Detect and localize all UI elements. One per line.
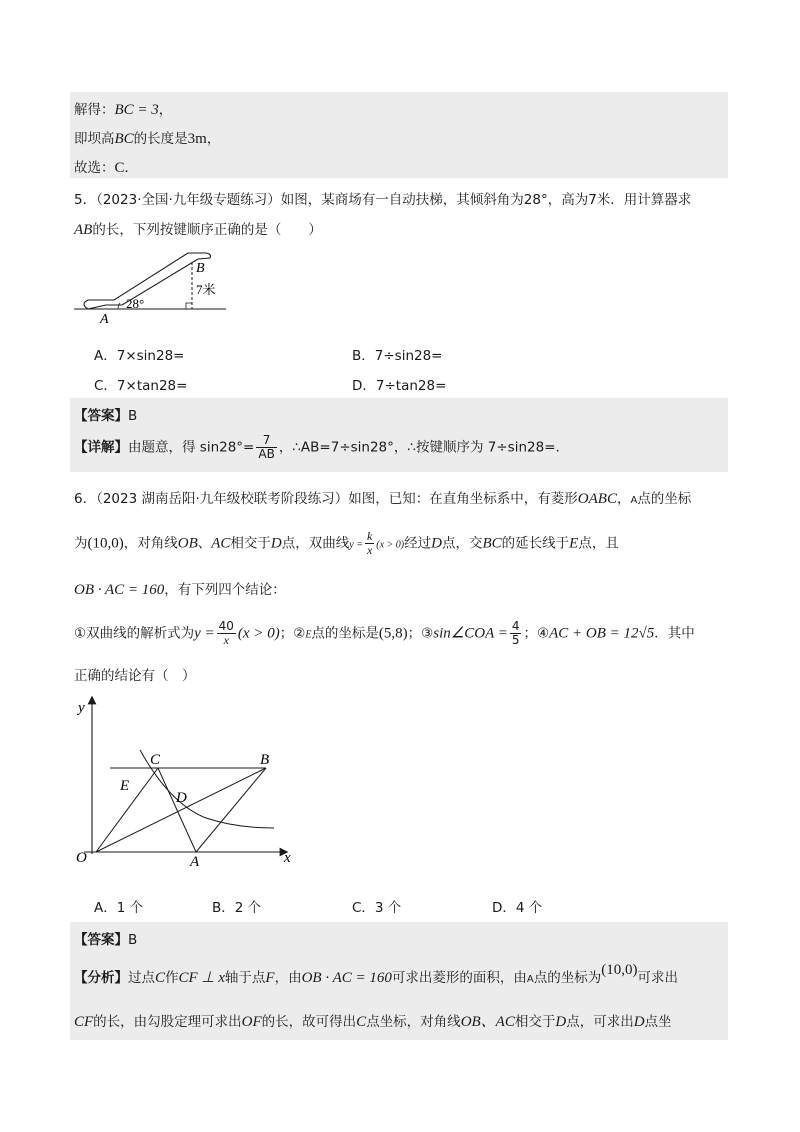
escalator-height-label: 7米: [196, 282, 216, 297]
point-o-label: O: [76, 850, 87, 866]
point-e-label: E: [120, 778, 130, 794]
rhombus-figure: [70, 694, 310, 870]
point-d-label: D: [176, 790, 187, 806]
q6-stem-line-1: 6．（2023 湖南岳阳·九年级校联考阶段练习）如图，已知：在直角坐标系中，有菱形OABC，A点的坐标: [74, 491, 692, 507]
q6-c3-fraction: $\frac{4}{5}$: [511, 619, 520, 647]
q5-detail-fraction: $\frac{7}{AB}$: [258, 433, 275, 461]
point-a-label: A: [190, 854, 200, 870]
escalator-point-a: A: [100, 312, 109, 326]
solution-line-1: 解得：BC = 3，: [74, 102, 173, 118]
q5-option-c[interactable]: C．7×tan28=: [94, 378, 188, 394]
q5-detail: 【详解】由题意，得 sin28°= $\frac{7}{AB}$ ，∴AB=7÷sin28°，∴按键顺序为 7÷sin28=.: [74, 433, 560, 461]
q6-hyperbola-fraction: $\frac{k}{x}$: [366, 529, 373, 557]
q6-stem-line-5: 正确的结论有（ ）: [74, 668, 196, 684]
axis-x-label: x: [284, 850, 291, 866]
escalator-figure: [70, 248, 240, 326]
q6-conclusions: ①双曲线的解析式为y = $\frac{40}{x}$ (x > 0)；②E点的坐标是(5,8)；③sin∠COA = $\frac{4}{5}$ ；④AC + OB = 12√5．其中: [74, 619, 695, 647]
q5-option-a[interactable]: A．7×sin28=: [94, 348, 185, 364]
solution-line-3: 故选：C．: [74, 160, 139, 176]
point-b-label: B: [260, 752, 270, 768]
q5-stem-line-2: AB的长，下列按键顺序正确的是（ ）: [74, 222, 322, 238]
q5-answer: 【答案】B: [74, 408, 138, 424]
q6-c1-fraction: $\frac{40}{x}$: [218, 619, 234, 647]
q6-option-a[interactable]: A．1 个: [94, 900, 144, 916]
q6-option-c[interactable]: C．3 个: [352, 900, 402, 916]
solution-line-2: 即坝高BC的长度是3m，: [74, 131, 221, 147]
axis-y-label: y: [78, 700, 85, 716]
q6-analysis-line-1: 【分析】过点C作CF ⊥ x轴于点F，由OB · AC = 160可求出菱形的面积，由A点的坐标为(10,0)可求出: [74, 962, 678, 986]
q5-stem-line-1: 5．（2023·全国·九年级专题练习）如图，某商场有一自动扶梯，其倾斜角为28°，高为7米．用计算器求: [74, 192, 692, 208]
q5-option-b[interactable]: B．7÷sin28=: [352, 348, 443, 364]
q6-option-d[interactable]: D．4 个: [492, 900, 543, 916]
q6-answer: 【答案】B: [74, 932, 138, 948]
escalator-point-b: B: [196, 261, 205, 276]
q6-analysis-line-2: CF的长，由勾股定理可求出OF的长，故可得出C点坐标，对角线OB、AC相交于D点，可求出D点坐: [74, 1014, 672, 1030]
q6-option-b[interactable]: B．2 个: [212, 900, 262, 916]
point-c-label: C: [150, 752, 161, 768]
q6-stem-line-3: OB · AC = 160，有下列四个结论：: [74, 582, 286, 598]
escalator-angle-label: 28°: [126, 296, 145, 311]
q5-option-d[interactable]: D．7÷tan28=: [352, 378, 447, 394]
q6-stem-line-2: 为(10,0)，对角线OB、AC相交于D点，双曲线y = $\frac{k}{x}$ (x > 0)经过D点，交BC的延长线于E点，且: [74, 529, 619, 557]
